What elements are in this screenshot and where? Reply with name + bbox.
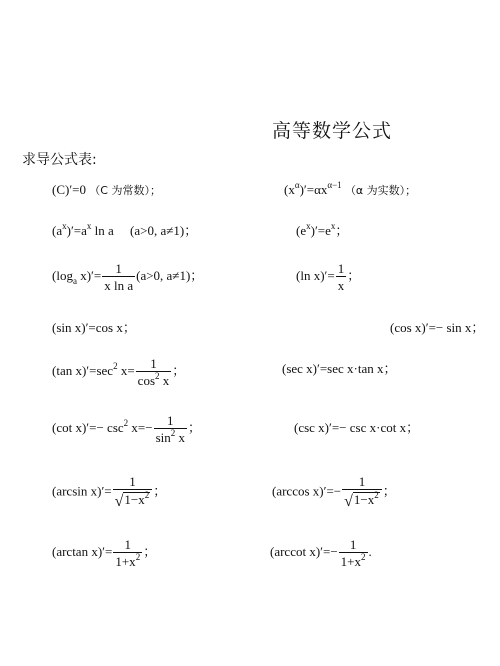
formula-lhs: (log	[52, 267, 73, 283]
formula-tail: ；	[382, 483, 396, 499]
fraction-numerator: 1	[342, 475, 382, 490]
formula-exponent: x	[330, 221, 336, 231]
formula-middle: x)′=	[76, 267, 102, 283]
page-title: 高等数学公式	[272, 120, 393, 142]
formula-cot-derivative	[52, 414, 201, 444]
formula-exponent: x	[86, 221, 92, 231]
formula-lhs: (arccot x)′=−	[270, 543, 338, 559]
formula-log-derivative	[52, 262, 203, 292]
formula-ln-derivative	[296, 262, 360, 292]
formula-exponent: 2	[113, 360, 118, 371]
formula-lhs: (arccos x)′=−	[272, 483, 342, 499]
section-heading: 求导公式表:	[22, 152, 97, 168]
formula-note: （C 为常数）；	[89, 184, 161, 197]
formula-arccot-derivative	[270, 538, 372, 568]
fraction-denominator	[136, 372, 172, 387]
formula-lhs: (arcsin x)′=	[52, 483, 112, 499]
denominator-base: sin	[155, 430, 171, 445]
fraction-numerator: 1	[339, 538, 368, 553]
formula-exponent: x	[62, 221, 67, 231]
formula-sec-derivative: (sec x)′=sec x·tan x；	[282, 361, 397, 376]
formula-tail: ；	[347, 267, 361, 283]
formula-fraction	[113, 475, 153, 510]
formula-csc-derivative: (csc x)′=− csc x·cot x；	[294, 420, 420, 435]
denominator-base: 1+x	[115, 554, 136, 569]
fraction-denominator	[342, 490, 382, 510]
fraction-denominator	[113, 553, 142, 568]
formula-middle: )′=e	[310, 223, 331, 238]
formula-lhs: (e	[296, 223, 307, 238]
fraction-numerator: 1	[113, 538, 142, 553]
formula-arctan-derivative	[52, 538, 156, 568]
denominator-tail: x	[159, 373, 170, 388]
formula-tail: ；	[153, 483, 167, 499]
formula-condition: (a>0, a≠1)；	[136, 267, 204, 283]
fraction-denominator	[113, 490, 153, 510]
formula-middle: x=−	[128, 419, 153, 435]
formula-tail: ；	[143, 543, 157, 559]
formula-tail: ；	[188, 419, 202, 435]
fraction-numerator: 1	[113, 475, 153, 490]
square-root: $√1-x^2$	[114, 490, 150, 510]
formula-fraction	[102, 262, 135, 292]
formula-exponent: α−1	[327, 180, 342, 190]
formula-fraction	[336, 262, 347, 292]
formula-tail: .	[368, 543, 372, 559]
formula-sin-derivative: (sin x)′=cos x；	[52, 320, 136, 335]
fraction-numerator: 1	[337, 261, 345, 276]
formula-arccos-derivative	[272, 475, 396, 510]
formula-exponent: α	[294, 180, 300, 190]
formula-tail: ；	[172, 362, 186, 378]
formula-power-derivative	[284, 180, 417, 197]
formula-fraction	[136, 357, 172, 387]
formula-lhs: (ln x)′=	[296, 267, 335, 283]
formula-fraction	[154, 414, 187, 444]
formula-fraction	[113, 538, 142, 568]
formula-lhs: (cot x)′=− csc	[52, 419, 124, 435]
formula-arcsin-derivative	[52, 475, 166, 510]
formula-exponent: x	[306, 221, 311, 231]
formula-middle: )′=αx	[299, 182, 328, 197]
formula-exponential-derivative	[52, 221, 198, 238]
formula-middle: )′=a	[66, 223, 87, 238]
fraction-numerator: 1	[102, 262, 135, 277]
square-root: $√1-x^2$	[344, 490, 379, 510]
radicand: 1−x	[124, 492, 145, 507]
formula-exponent: 2	[144, 490, 150, 500]
formula-exponent: 2	[155, 371, 160, 381]
formula-constant-derivative	[52, 183, 161, 196]
formula-exponent: 2	[170, 428, 176, 438]
formula-exponent: 2	[374, 490, 379, 500]
formula-lhs: (C)′=0	[52, 182, 87, 197]
formula-natural-exp-derivative	[296, 221, 349, 238]
formula-tan-derivative	[52, 357, 185, 387]
formula-exponent: 2	[123, 417, 129, 428]
fraction-denominator	[154, 429, 187, 444]
formula-fraction	[342, 475, 382, 510]
formula-tail: ；	[335, 223, 349, 238]
formula-cos-derivative: (cos x)′=− sin x；	[390, 320, 485, 335]
formula-lhs: (tan x)′=sec	[52, 362, 114, 378]
formula-exponent: 2	[135, 552, 141, 562]
formula-note: （α 为实数）；	[344, 184, 417, 197]
fraction-denominator: x ln a	[104, 278, 134, 293]
radicand: 1−x	[353, 492, 375, 507]
formula-fraction	[339, 538, 368, 568]
fraction-numerator: 1	[154, 414, 187, 429]
fraction-denominator: x	[337, 278, 345, 293]
formula-lhs: (x	[284, 182, 295, 197]
formula-middle: x=	[117, 362, 135, 378]
fraction-denominator	[339, 553, 368, 568]
formula-exponent: 2	[361, 552, 366, 562]
fraction-numerator: 1	[136, 357, 172, 372]
denominator-base: cos	[137, 373, 156, 388]
formula-lhs: (arctan x)′=	[52, 543, 113, 559]
formula-condition: (a>0, a≠1)；	[130, 223, 198, 238]
formula-tail: ln a	[91, 223, 114, 238]
formula-subscript: a	[72, 275, 77, 286]
formula-lhs: (a	[52, 223, 63, 238]
denominator-base: 1+x	[340, 554, 362, 569]
denominator-tail: x	[175, 430, 185, 445]
